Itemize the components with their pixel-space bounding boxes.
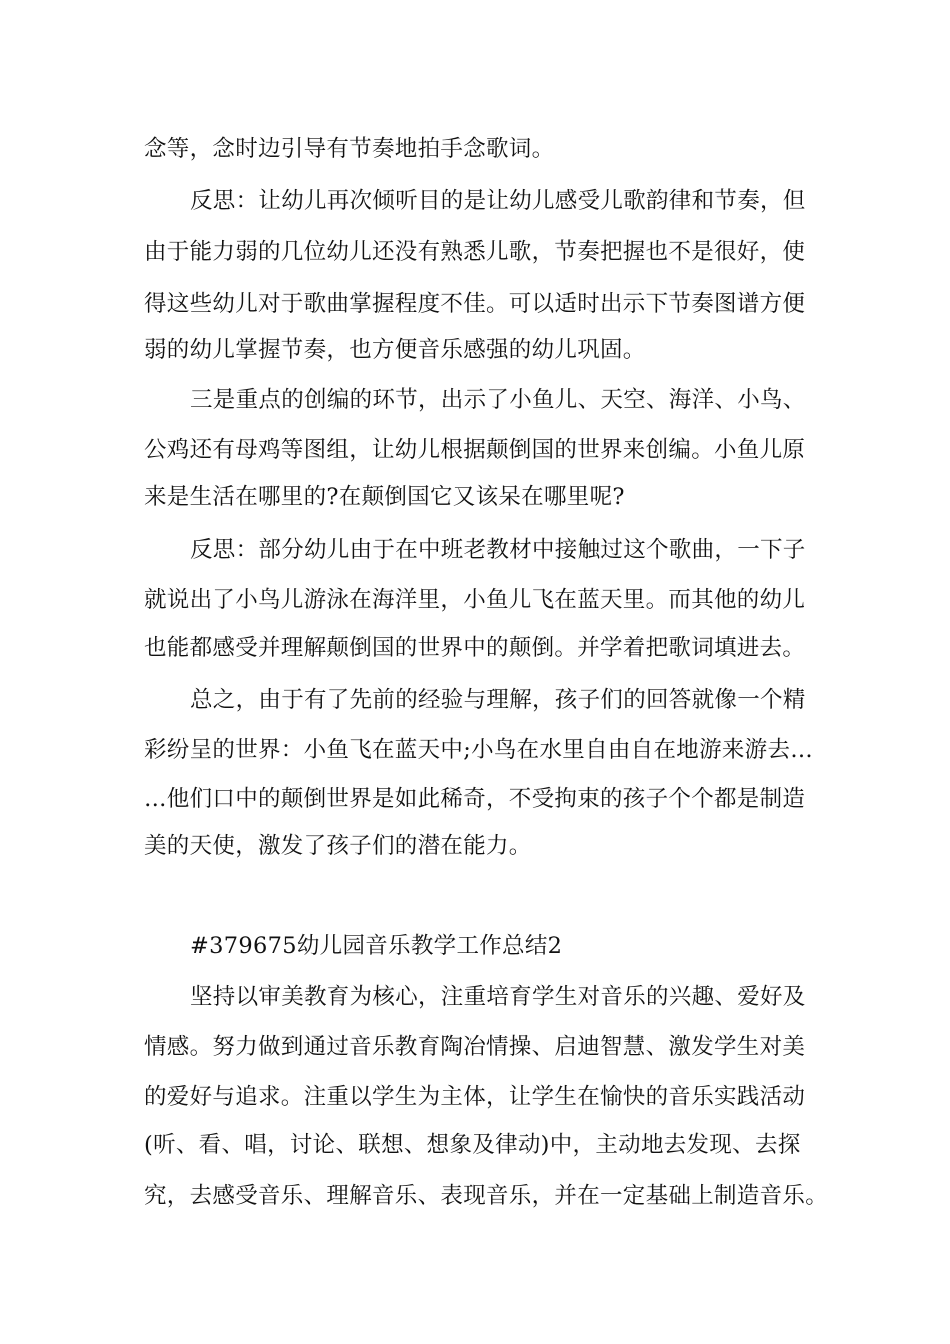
text-line: 美的天使，激发了孩子们的潜在能力。: [144, 833, 532, 859]
text-line: 坚持以审美教育为核心，注重培育学生对音乐的兴趣、爱好及: [190, 984, 806, 1010]
text-line: 情感。努力做到通过音乐教育陶冶情操、启迪智慧、激发学生对美: [144, 1034, 806, 1060]
text-line: (听、看、唱，讨论、联想、想象及律动)中，主动地去发现、去探: [144, 1132, 801, 1158]
text-line: 就说出了小鸟儿游泳在海洋里，小鱼儿飞在蓝天里。而其他的幼儿: [144, 587, 806, 613]
text-line: 念等，念时边引导有节奏地拍手念歌词。: [144, 136, 555, 162]
text-line: 三是重点的创编的环节，出示了小鱼儿、天空、海洋、小鸟、: [190, 387, 806, 413]
text-line: …他们口中的颠倒世界是如此稀奇，不受拘束的孩子个个都是制造: [144, 786, 806, 812]
text-line: 反思：部分幼儿由于在中班老教材中接触过这个歌曲，一下子: [190, 537, 806, 563]
text-line: 得这些幼儿对于歌曲掌握程度不佳。可以适时出示下节奏图谱方便: [144, 291, 806, 317]
text-line: 总之，由于有了先前的经验与理解，孩子们的回答就像一个精: [190, 687, 806, 713]
text-line: 反思：让幼儿再次倾听目的是让幼儿感受儿歌韵律和节奏，但: [190, 188, 806, 214]
text-line: 来是生活在哪里的?在颠倒国它又该呆在哪里呢?: [144, 484, 625, 510]
text-line: 也能都感受并理解颠倒国的世界中的颠倒。并学着把歌词填进去。: [144, 635, 806, 661]
section-heading: #379675幼儿园音乐教学工作总结2: [190, 933, 563, 959]
text-line: 公鸡还有母鸡等图组，让幼儿根据颠倒国的世界来创编。小鱼儿原: [144, 437, 806, 463]
text-line: 弱的幼儿掌握节奏，也方便音乐感强的幼儿巩固。: [144, 337, 646, 363]
text-line: 彩纷呈的世界：小鱼飞在蓝天中;小鸟在水里自由自在地游来游去…: [144, 737, 814, 763]
text-line: 的爱好与追求。注重以学生为主体，让学生在愉快的音乐实践活动: [144, 1084, 806, 1110]
text-line: 由于能力弱的几位幼儿还没有熟悉儿歌，节奏把握也不是很好，使: [144, 239, 806, 265]
text-line: 究，去感受音乐、理解音乐、表现音乐，并在一定基础上制造音乐。: [144, 1183, 829, 1209]
